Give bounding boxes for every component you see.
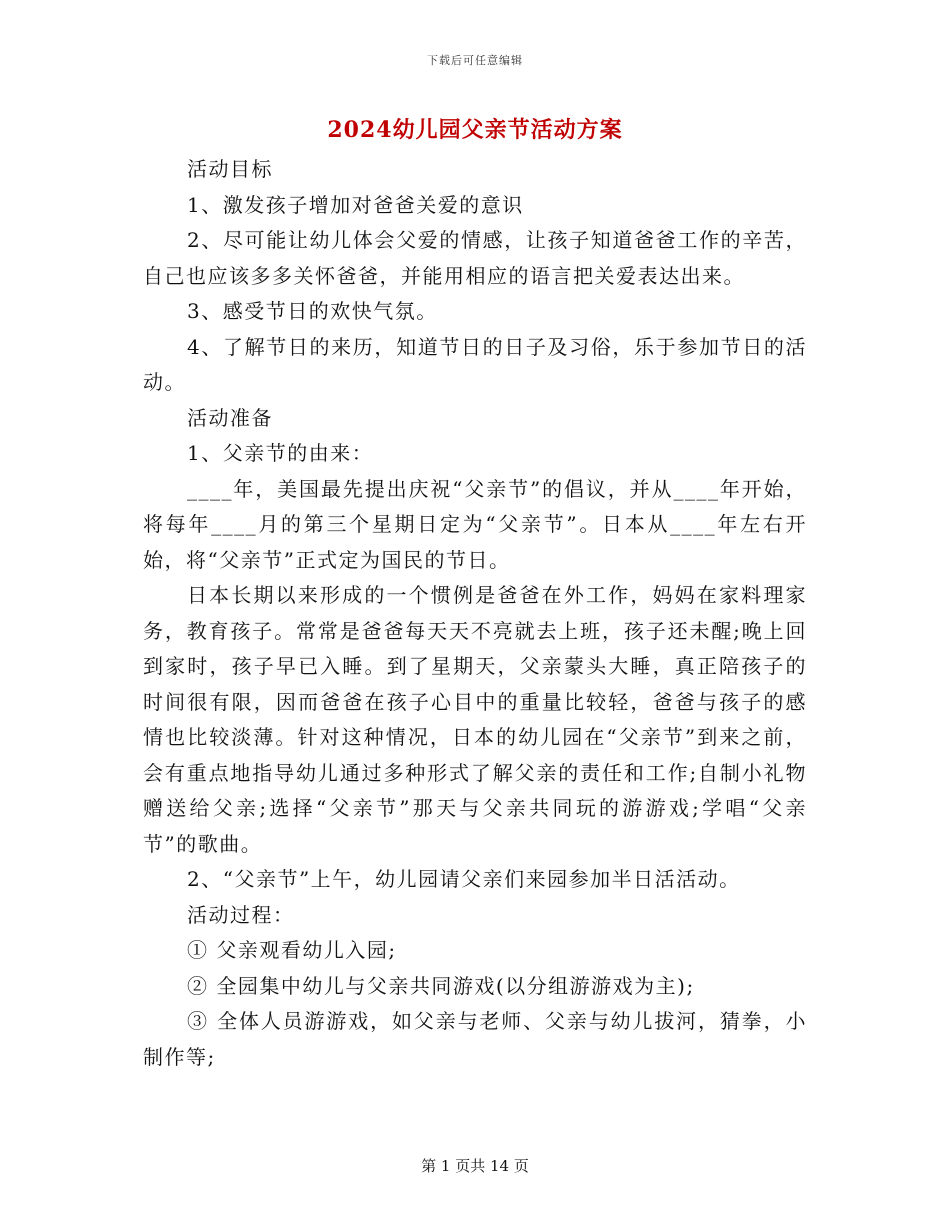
preparation-item-2: 2、“父亲节”上午，幼儿园请父亲们来园参加半日活活动。 <box>187 867 741 891</box>
process-step-1: ① 父亲观看幼儿入园; <box>187 938 397 962</box>
page-header: 下载后可任意编辑 <box>427 54 523 67</box>
heading-activity-process: 活动过程： <box>187 902 295 927</box>
process-step-3: ③ 全体人员游游戏，如父亲与老师、父亲与幼儿拔河，猜拳，小制作等; <box>143 1009 807 1069</box>
goal-item-3: 3、感受节日的欢快气氛。 <box>187 299 438 323</box>
document-body <box>143 152 807 1075</box>
goal-item-2: 2、尽可能让幼儿体会父爱的情感，让孩子知道爸爸工作的辛苦，自己也应该多多关怀爸爸，并能用相应的语言把关爱表达出来。 <box>143 228 807 288</box>
heading-activity-preparation: 活动准备 <box>187 405 273 430</box>
page-number: 第 1 页共 14 页 <box>421 1157 529 1175</box>
heading-activity-goals: 活动目标 <box>187 157 273 181</box>
japan-custom-paragraph: 日本长期以来形成的一个惯例是爸爸在外工作，妈妈在家料理家务，教育孩子。常常是爸爸每天天不亮就去上班，孩子还未醒;晚上回到家时，孩子早已入睡。到了星期天，父亲蒙头大睡，真正陪孩子的时间很有限，因而爸爸在孩子心目中的重量比较轻，爸爸与孩子的感情也比较淡薄。针对这种情况，日本的幼儿园在“父亲节”到来之前，会有重点地指导幼儿通过多种形式了解父亲的责任和工作;自制小礼物赠送给父亲;选择“父亲节”那天与父亲共同玩的游游戏;学唱“父亲节”的歌曲。 <box>143 583 807 856</box>
document-title: 2024幼儿园父亲节活动方案 <box>327 117 623 143</box>
preparation-item-1: 1、父亲节的由来： <box>187 441 374 465</box>
goal-item-4: 4、了解节日的来历，知道节日的日子及习俗，乐于参加节日的活动。 <box>143 334 807 394</box>
process-step-2: ② 全园集中幼儿与父亲共同游戏(以分组游游戏为主); <box>187 973 695 998</box>
fathers-day-origin-paragraph: ____年，美国最先提出庆祝“父亲节”的倡议，并从____年开始，将每年____月的第三个星期日定为“父亲节”。日本从____年左右开始，将“父亲节”正式定为国民的节日。 <box>143 476 807 572</box>
goal-item-1: 1、激发孩子增加对爸爸关爱的意识 <box>187 192 524 217</box>
